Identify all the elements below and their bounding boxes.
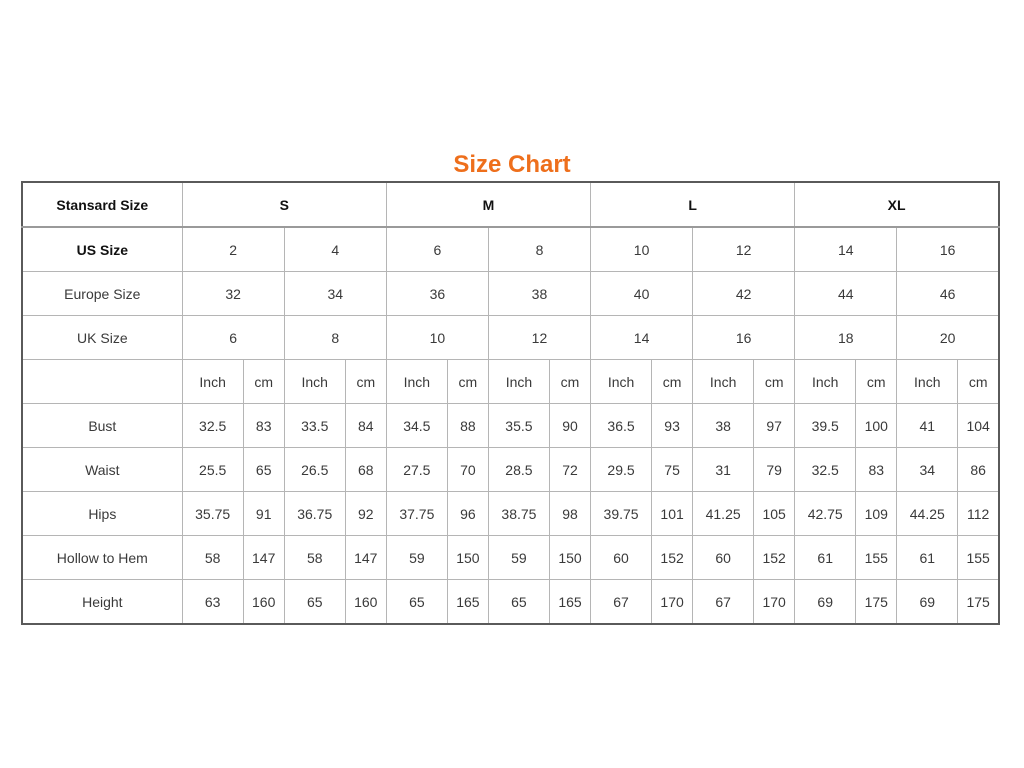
hips-value: 92 — [345, 492, 386, 536]
size-chart-table — [21, 181, 1000, 625]
hollow-to-hem-value: 150 — [549, 536, 590, 580]
standard-size-cell: M — [386, 182, 590, 227]
bust-value: 84 — [345, 404, 386, 448]
unit-cell: cm — [856, 360, 897, 404]
europe-size-row — [22, 272, 999, 316]
waist-value: 27.5 — [386, 448, 447, 492]
unit-cell: Inch — [488, 360, 549, 404]
bust-value: 35.5 — [488, 404, 549, 448]
height-value: 175 — [856, 580, 897, 625]
hips-value: 38.75 — [488, 492, 549, 536]
uk-size-label: UK Size — [22, 316, 182, 360]
hips-value: 41.25 — [693, 492, 754, 536]
bust-value: 88 — [447, 404, 488, 448]
height-value: 67 — [591, 580, 652, 625]
bust-value: 41 — [897, 404, 958, 448]
bust-value: 38 — [693, 404, 754, 448]
hollow-to-hem-value: 58 — [284, 536, 345, 580]
uk-size-cell: 16 — [693, 316, 795, 360]
uk-size-cell: 8 — [284, 316, 386, 360]
europe-size-cell: 44 — [795, 272, 897, 316]
bust-value: 34.5 — [386, 404, 447, 448]
hips-value: 42.75 — [795, 492, 856, 536]
hips-value: 101 — [652, 492, 693, 536]
hips-row — [22, 492, 999, 536]
waist-value: 31 — [693, 448, 754, 492]
height-value: 65 — [386, 580, 447, 625]
waist-value: 29.5 — [591, 448, 652, 492]
units-label — [22, 360, 182, 404]
standard-size-cell: L — [591, 182, 795, 227]
bust-label: Bust — [22, 404, 182, 448]
waist-value: 26.5 — [284, 448, 345, 492]
height-value: 160 — [243, 580, 284, 625]
bust-value: 83 — [243, 404, 284, 448]
height-row — [22, 580, 999, 625]
height-value: 65 — [488, 580, 549, 625]
uk-size-cell: 10 — [386, 316, 488, 360]
height-value: 65 — [284, 580, 345, 625]
height-value: 165 — [549, 580, 590, 625]
hollow-to-hem-value: 61 — [897, 536, 958, 580]
unit-cell: cm — [243, 360, 284, 404]
height-value: 67 — [693, 580, 754, 625]
standard-size-cell: S — [182, 182, 386, 227]
unit-cell: Inch — [386, 360, 447, 404]
waist-value: 83 — [856, 448, 897, 492]
height-value: 175 — [958, 580, 999, 625]
us-size-cell: 12 — [693, 227, 795, 272]
bust-row — [22, 404, 999, 448]
hips-value: 44.25 — [897, 492, 958, 536]
height-value: 170 — [754, 580, 795, 625]
uk-size-cell: 20 — [897, 316, 999, 360]
unit-cell: Inch — [284, 360, 345, 404]
height-value: 69 — [897, 580, 958, 625]
standard-size-row — [22, 182, 999, 227]
hips-value: 35.75 — [182, 492, 243, 536]
hollow-to-hem-value: 59 — [488, 536, 549, 580]
height-value: 165 — [447, 580, 488, 625]
waist-value: 79 — [754, 448, 795, 492]
hips-value: 109 — [856, 492, 897, 536]
europe-size-cell: 34 — [284, 272, 386, 316]
hollow-to-hem-value: 155 — [856, 536, 897, 580]
us-size-label: US Size — [22, 227, 182, 272]
waist-value: 28.5 — [488, 448, 549, 492]
unit-cell: Inch — [693, 360, 754, 404]
standard-size-cell: XL — [795, 182, 999, 227]
bust-value: 90 — [549, 404, 590, 448]
units-row — [22, 360, 999, 404]
uk-size-cell: 14 — [591, 316, 693, 360]
europe-size-cell: 46 — [897, 272, 999, 316]
hollow-to-hem-value: 150 — [447, 536, 488, 580]
unit-cell: Inch — [591, 360, 652, 404]
waist-value: 32.5 — [795, 448, 856, 492]
unit-cell: cm — [549, 360, 590, 404]
bust-value: 33.5 — [284, 404, 345, 448]
page-title: Size Chart — [453, 151, 571, 178]
waist-value: 25.5 — [182, 448, 243, 492]
hips-value: 112 — [958, 492, 999, 536]
bust-value: 97 — [754, 404, 795, 448]
hollow-to-hem-value: 60 — [591, 536, 652, 580]
hips-label: Hips — [22, 492, 182, 536]
unit-cell: cm — [652, 360, 693, 404]
hips-value: 37.75 — [386, 492, 447, 536]
europe-size-label: Europe Size — [22, 272, 182, 316]
hips-value: 98 — [549, 492, 590, 536]
height-value: 170 — [652, 580, 693, 625]
unit-cell: Inch — [795, 360, 856, 404]
unit-cell: Inch — [182, 360, 243, 404]
hollow-to-hem-value: 147 — [345, 536, 386, 580]
us-size-cell: 6 — [386, 227, 488, 272]
hollow-to-hem-value: 152 — [754, 536, 795, 580]
bust-value: 39.5 — [795, 404, 856, 448]
waist-value: 68 — [345, 448, 386, 492]
waist-value: 72 — [549, 448, 590, 492]
hollow-to-hem-value: 60 — [693, 536, 754, 580]
hips-value: 39.75 — [591, 492, 652, 536]
uk-size-cell: 12 — [488, 316, 590, 360]
waist-value: 65 — [243, 448, 284, 492]
hollow-to-hem-value: 155 — [958, 536, 999, 580]
height-value: 69 — [795, 580, 856, 625]
hips-value: 36.75 — [284, 492, 345, 536]
bust-value: 32.5 — [182, 404, 243, 448]
europe-size-cell: 32 — [182, 272, 284, 316]
height-label: Height — [22, 580, 182, 625]
us-size-cell: 14 — [795, 227, 897, 272]
height-value: 63 — [182, 580, 243, 625]
unit-cell: cm — [754, 360, 795, 404]
hollow-to-hem-value: 147 — [243, 536, 284, 580]
hollow-to-hem-value: 58 — [182, 536, 243, 580]
waist-value: 34 — [897, 448, 958, 492]
unit-cell: Inch — [897, 360, 958, 404]
bust-value: 100 — [856, 404, 897, 448]
waist-row — [22, 448, 999, 492]
us-size-cell: 16 — [897, 227, 999, 272]
hollow-to-hem-value: 61 — [795, 536, 856, 580]
us-size-cell: 4 — [284, 227, 386, 272]
unit-cell: cm — [447, 360, 488, 404]
hips-value: 91 — [243, 492, 284, 536]
uk-size-cell: 18 — [795, 316, 897, 360]
waist-value: 86 — [958, 448, 999, 492]
us-size-cell: 2 — [182, 227, 284, 272]
hollow-to-hem-value: 59 — [386, 536, 447, 580]
hollow-to-hem-row — [22, 536, 999, 580]
height-value: 160 — [345, 580, 386, 625]
europe-size-cell: 42 — [693, 272, 795, 316]
hips-value: 96 — [447, 492, 488, 536]
uk-size-cell: 6 — [182, 316, 284, 360]
standard-size-label: Stansard Size — [22, 182, 182, 227]
europe-size-cell: 40 — [591, 272, 693, 316]
waist-value: 70 — [447, 448, 488, 492]
us-size-cell: 10 — [591, 227, 693, 272]
hips-value: 105 — [754, 492, 795, 536]
us-size-row — [22, 227, 999, 272]
unit-cell: cm — [345, 360, 386, 404]
us-size-cell: 8 — [488, 227, 590, 272]
table-body — [22, 182, 999, 624]
europe-size-cell: 36 — [386, 272, 488, 316]
europe-size-cell: 38 — [488, 272, 590, 316]
waist-label: Waist — [22, 448, 182, 492]
bust-value: 93 — [652, 404, 693, 448]
hollow-to-hem-value: 152 — [652, 536, 693, 580]
uk-size-row — [22, 316, 999, 360]
bust-value: 104 — [958, 404, 999, 448]
hollow-to-hem-label: Hollow to Hem — [22, 536, 182, 580]
unit-cell: cm — [958, 360, 999, 404]
waist-value: 75 — [652, 448, 693, 492]
bust-value: 36.5 — [591, 404, 652, 448]
